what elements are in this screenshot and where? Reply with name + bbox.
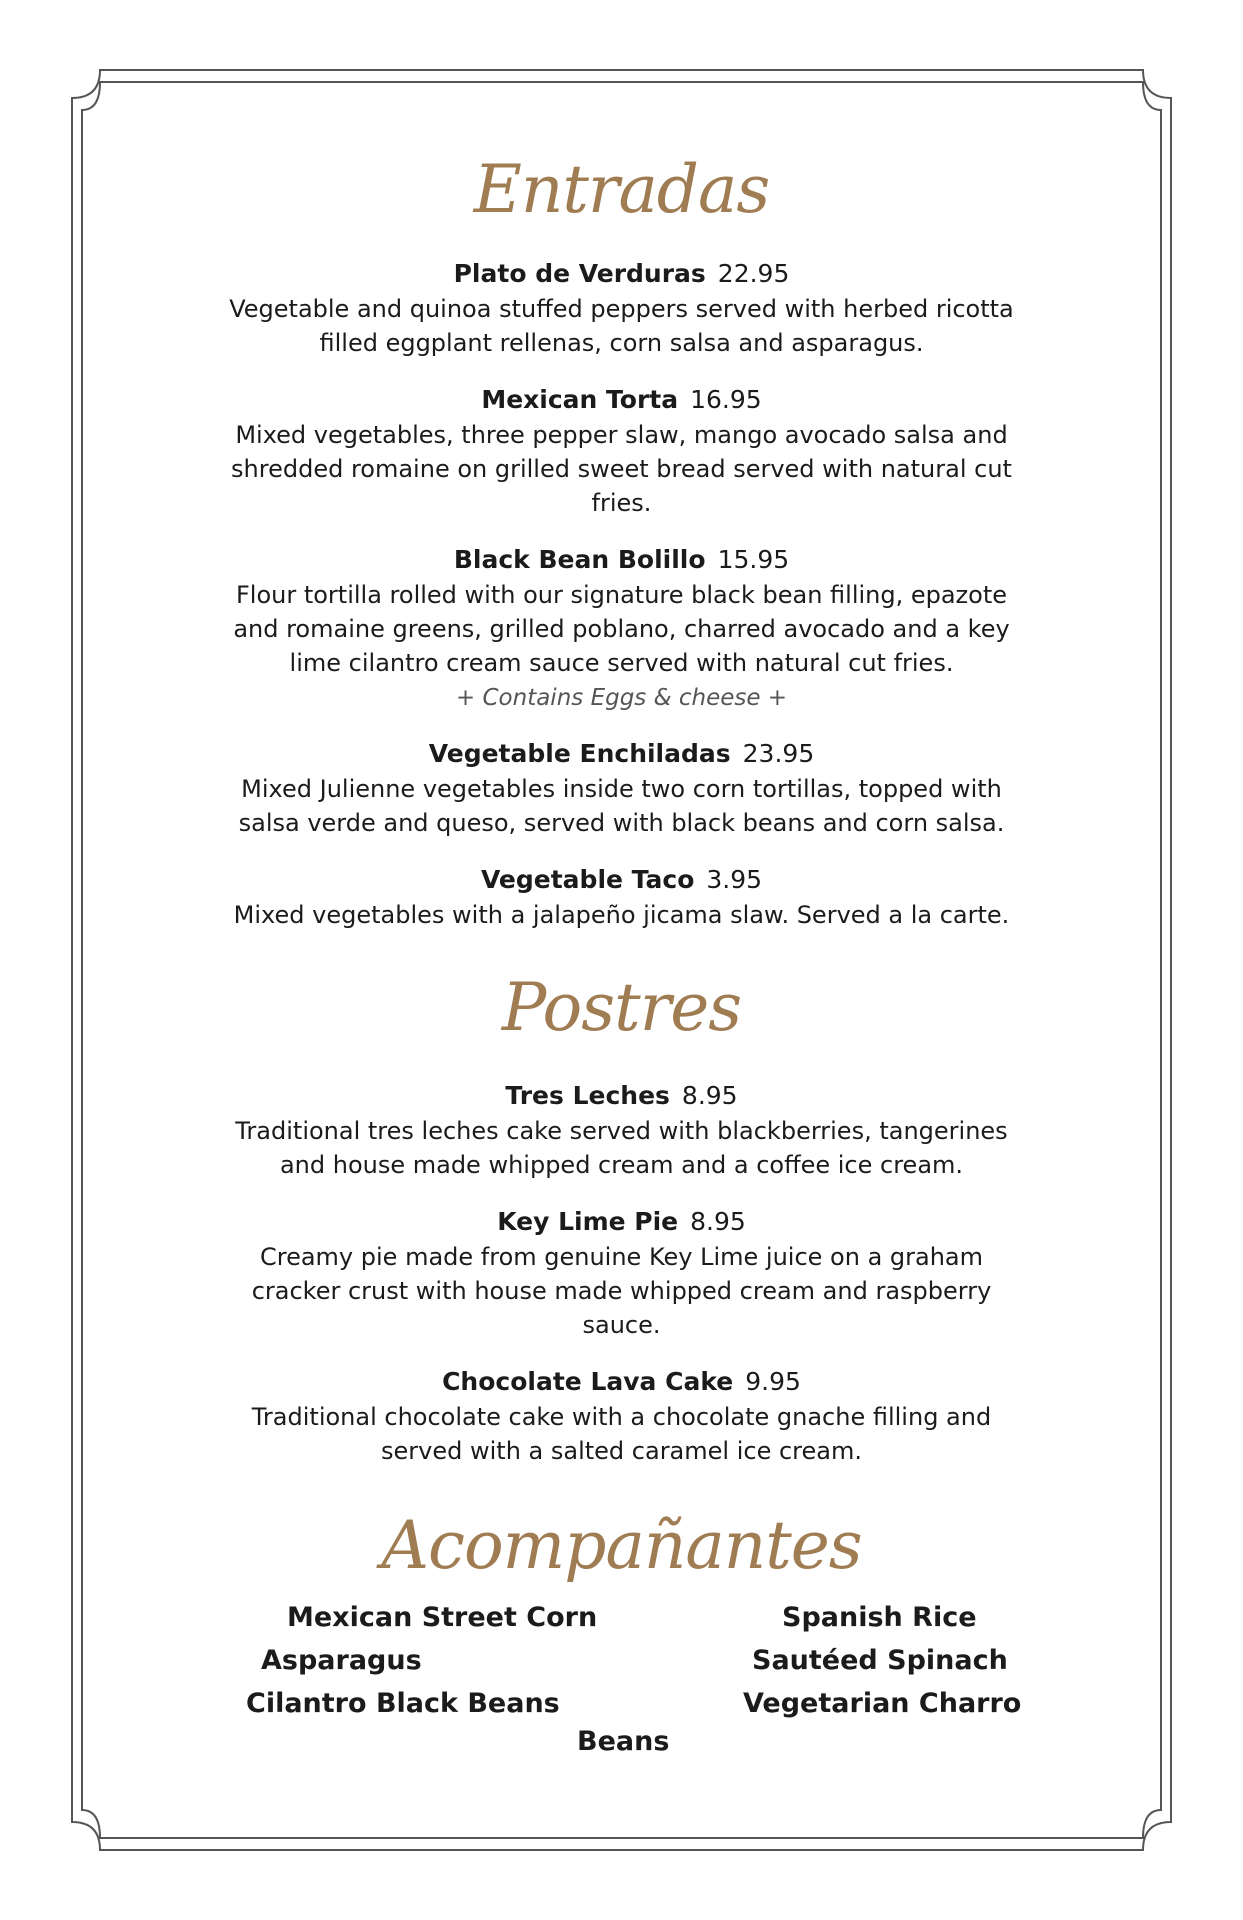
item-name: Key Lime Pie <box>497 1207 679 1236</box>
item-name: Plato de Verduras <box>453 259 706 288</box>
item-price: 3.95 <box>706 865 763 894</box>
menu-item <box>220 862 1023 932</box>
menu-item <box>220 382 1023 520</box>
section-title-postres: Postres <box>501 969 742 1046</box>
item-price: 15.95 <box>717 545 790 574</box>
item-description: Mixed vegetables with a jalapeño jicama slaw. Served a la carte. <box>233 901 1010 929</box>
menu-item <box>220 1204 1023 1342</box>
item-price: 8.95 <box>681 1081 738 1110</box>
side-item: Asparagus <box>261 1645 422 1676</box>
side-item: Beans <box>577 1726 670 1757</box>
item-description: Traditional tres leches cake served with blackberries, tangerines and house made whipped cream and a coffee ice cream. <box>235 1117 1008 1179</box>
item-description: Mixed vegetables, three pepper slaw, mango avocado salsa and shredded romaine on grilled sweet bread served with natural cut fries. <box>231 421 1012 517</box>
side-item: Spanish Rice <box>782 1602 977 1633</box>
menu-item <box>220 736 1023 840</box>
item-name: Tres Leches <box>505 1081 670 1110</box>
menu-item <box>220 256 1023 360</box>
menu-item <box>220 542 1023 716</box>
item-price: 9.95 <box>745 1367 801 1396</box>
menu-item <box>220 1078 1023 1182</box>
item-name: Chocolate Lava Cake <box>442 1367 734 1396</box>
item-description: Vegetable and quinoa stuffed peppers served with herbed ricotta filled eggplant rellenas, corn salsa and asparagus. <box>229 295 1014 357</box>
item-description: Flour tortilla rolled with our signature black bean filling, epazote and romaine greens, grilled poblano, charred avocado and a key lime cilantro cream sauce served with natural cut fries. <box>233 581 1010 677</box>
item-description: Traditional chocolate cake with a chocolate gnache filling and served with a salted caramel ice cream. <box>251 1403 992 1465</box>
side-item: Sautéed Spinach <box>752 1645 1008 1676</box>
item-price: 16.95 <box>690 385 762 414</box>
item-description: Creamy pie made from genuine Key Lime juice on a graham cracker crust with house made whipped cream and raspberry sauce. <box>251 1243 992 1339</box>
item-name: Vegetable Taco <box>480 865 695 894</box>
allergen-note: + Contains Eggs & cheese + <box>455 685 788 711</box>
item-name: Mexican Torta <box>481 385 679 414</box>
item-description: Mixed Julienne vegetables inside two corn tortillas, topped with salsa verde and queso, served with black beans and corn salsa. <box>238 775 1005 837</box>
section-title-entradas: Entradas <box>473 151 770 228</box>
side-item: Cilantro Black Beans <box>246 1688 560 1719</box>
item-name: Black Bean Bolillo <box>453 545 706 574</box>
item-price: 23.95 <box>742 739 815 768</box>
item-price: 22.95 <box>717 259 790 288</box>
item-price: 8.95 <box>690 1207 746 1236</box>
section-title-acompanantes: Acompañantes <box>381 1507 862 1584</box>
item-name: Vegetable Enchiladas <box>428 739 731 768</box>
menu-item <box>220 1364 1023 1468</box>
side-item: Vegetarian Charro <box>743 1688 1022 1719</box>
side-item: Mexican Street Corn <box>287 1602 598 1633</box>
